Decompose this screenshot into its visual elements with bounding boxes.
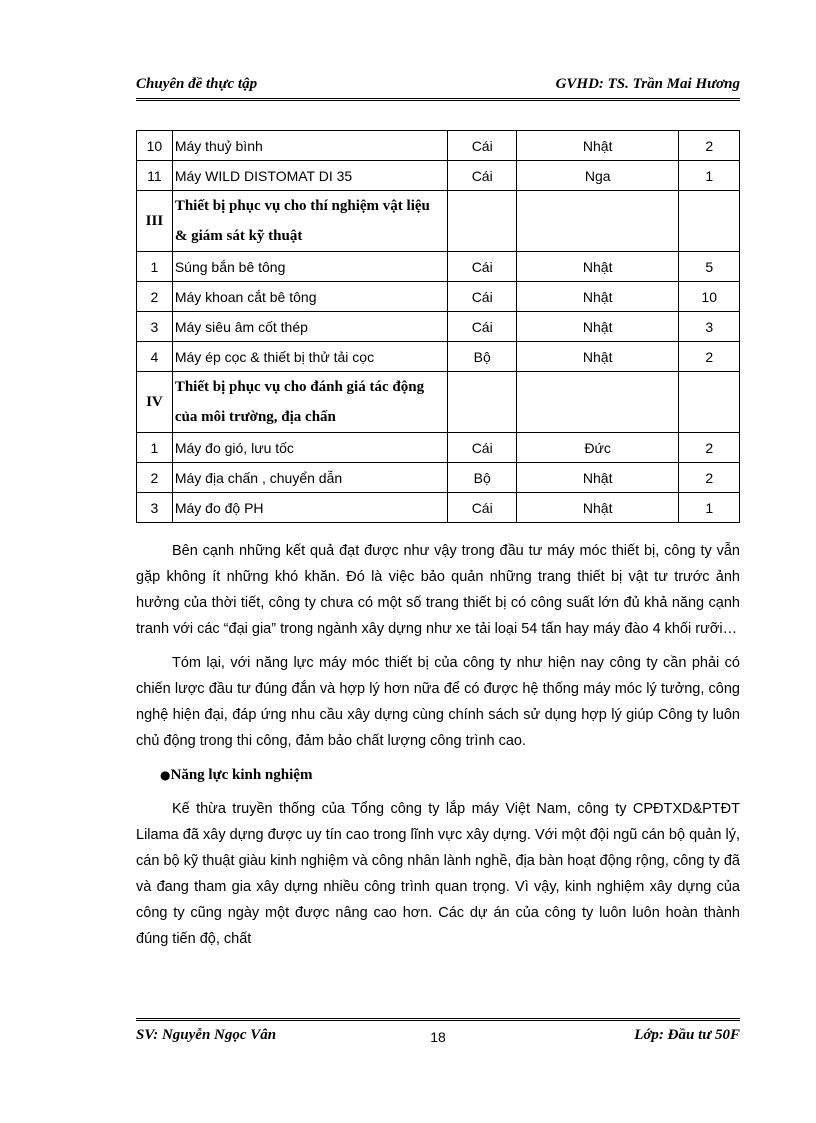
row-number-cell: 4 [137,342,173,372]
bullet-heading [136,762,740,788]
header-title: Chuyên đề thực tập [136,76,258,92]
unit-cell: Cái [448,433,516,463]
equipment-table-body [137,131,740,523]
row-number-cell: 3 [137,312,173,342]
quantity-cell [679,372,740,433]
unit-cell: Cái [448,252,516,282]
equipment-name-cell: Súng bắn bê tông [172,252,448,282]
row-number-cell: 1 [137,252,173,282]
paragraph-difficulties: Bên cạnh những kết quả đạt được như vậy trong đầu tư máy móc thiết bị, công ty vẫn gặp không ít những khó khăn. Đó là việc bảo quản những trang thiết bị vật tư trước ảnh hưởng của thời tiết, công ty chưa có một số trang thiết bị có công suất lớn đủ khả năng cạnh tranh với các “đại gia” trong ngành xây dựng như xe tải loại 54 tấn hay máy đào 4 khối rưỡi… [136,543,740,637]
origin-cell: Nhật [516,282,678,312]
quantity-cell: 1 [679,161,740,191]
section-row [137,372,740,433]
quantity-cell: 1 [679,493,740,523]
unit-cell: Bộ [448,463,516,493]
quantity-cell: 2 [679,463,740,493]
unit-cell: Cái [448,131,516,161]
origin-cell [516,191,678,252]
unit-cell: Cái [448,493,516,523]
paragraph-experience: Kế thừa truyền thống của Tổng công ty lắp máy Việt Nam, công ty CPĐTXD&PTĐT Lilama đã xây dựng được uy tín cao trong lĩnh vực xây dựng. Với một đội ngũ cán bộ quản lý, cán bộ kỹ thuật giàu kinh nghiệm và công nhân lành nghề, địa bàn hoạt động rộng, công ty đã và đang tham gia xây dựng nhiều công trình quan trọng. Vì vậy, kinh nghiệm xây dựng của công ty cũng ngày một được nâng cao hơn. Các dự án của công ty luôn luôn hoàn thành đúng tiến độ, chất [136,801,740,947]
equipment-name-cell: Máy ép cọc & thiết bị thử tải cọc [172,342,448,372]
quantity-cell [679,191,740,252]
equipment-name-cell: Máy siêu âm cốt thép [172,312,448,342]
quantity-cell: 2 [679,433,740,463]
unit-cell: Cái [448,312,516,342]
row-number-cell: 2 [137,282,173,312]
row-number-cell: 10 [137,131,173,161]
body-text [136,538,740,960]
origin-cell: Nhật [516,463,678,493]
origin-cell: Nhật [516,252,678,282]
unit-cell: Bộ [448,342,516,372]
row-number-cell: 3 [137,493,173,523]
table-row [137,463,740,493]
equipment-name-cell: Thiết bị phục vụ cho thí nghiệm vật liệu & giám sát kỹ thuật [172,191,448,252]
bullet-icon: ● [160,768,171,782]
table-row [137,493,740,523]
table-row [137,161,740,191]
table-row [137,282,740,312]
table-row [137,342,740,372]
bullet-heading-text: Năng lực kinh nghiệm [170,767,313,783]
header-advisor: GVHD: TS. Trần Mai Hương [555,76,740,92]
equipment-name-cell: Máy địa chấn , chuyển dẫn [172,463,448,493]
equipment-name-cell: Máy đo gió, lưu tốc [172,433,448,463]
page-header [136,76,740,101]
origin-cell: Nhật [516,493,678,523]
row-number-cell: 2 [137,463,173,493]
page-number: 18 [430,1029,446,1045]
table-row [137,433,740,463]
unit-cell [448,191,516,252]
row-number-cell: 1 [137,433,173,463]
table-row [137,252,740,282]
quantity-cell: 2 [679,131,740,161]
row-number-cell: III [137,191,173,252]
origin-cell: Nga [516,161,678,191]
quantity-cell: 5 [679,252,740,282]
page-footer [136,1018,740,1047]
footer-student: SV: Nguyễn Ngọc Vân [136,1027,277,1043]
unit-cell [448,372,516,433]
table-row [137,312,740,342]
origin-cell [516,372,678,433]
section-row [137,191,740,252]
equipment-name-cell: Máy đo độ PH [172,493,448,523]
unit-cell: Cái [448,161,516,191]
row-number-cell: IV [137,372,173,433]
equipment-name-cell: Máy khoan cắt bê tông [172,282,448,312]
quantity-cell: 2 [679,342,740,372]
unit-cell: Cái [448,282,516,312]
equipment-name-cell: Máy thuỷ bình [172,131,448,161]
quantity-cell: 10 [679,282,740,312]
equipment-name-cell: Máy WILD DISTOMAT DI 35 [172,161,448,191]
origin-cell: Đức [516,433,678,463]
footer-class: Lớp: Đầu tư 50F [634,1027,740,1043]
row-number-cell: 11 [137,161,173,191]
quantity-cell: 3 [679,312,740,342]
origin-cell: Nhật [516,312,678,342]
paragraph-summary: Tóm lại, với năng lực máy móc thiết bị của công ty như hiện nay công ty cần phải có chiến lược đầu tư đúng đắn và hợp lý hơn nữa để có được hệ thống máy móc lý tưởng, công nghệ hiện đại, đáp ứng nhu cầu xây dựng cùng chính sách sử dụng hợp lý giúp Công ty luôn chủ động trong thi công, đảm bảo chất lượng công trình cao. [136,655,740,749]
origin-cell: Nhật [516,342,678,372]
table-row [137,131,740,161]
origin-cell: Nhật [516,131,678,161]
equipment-table [136,130,740,523]
equipment-name-cell: Thiết bị phục vụ cho đánh giá tác động của môi trường, địa chấn [172,372,448,433]
